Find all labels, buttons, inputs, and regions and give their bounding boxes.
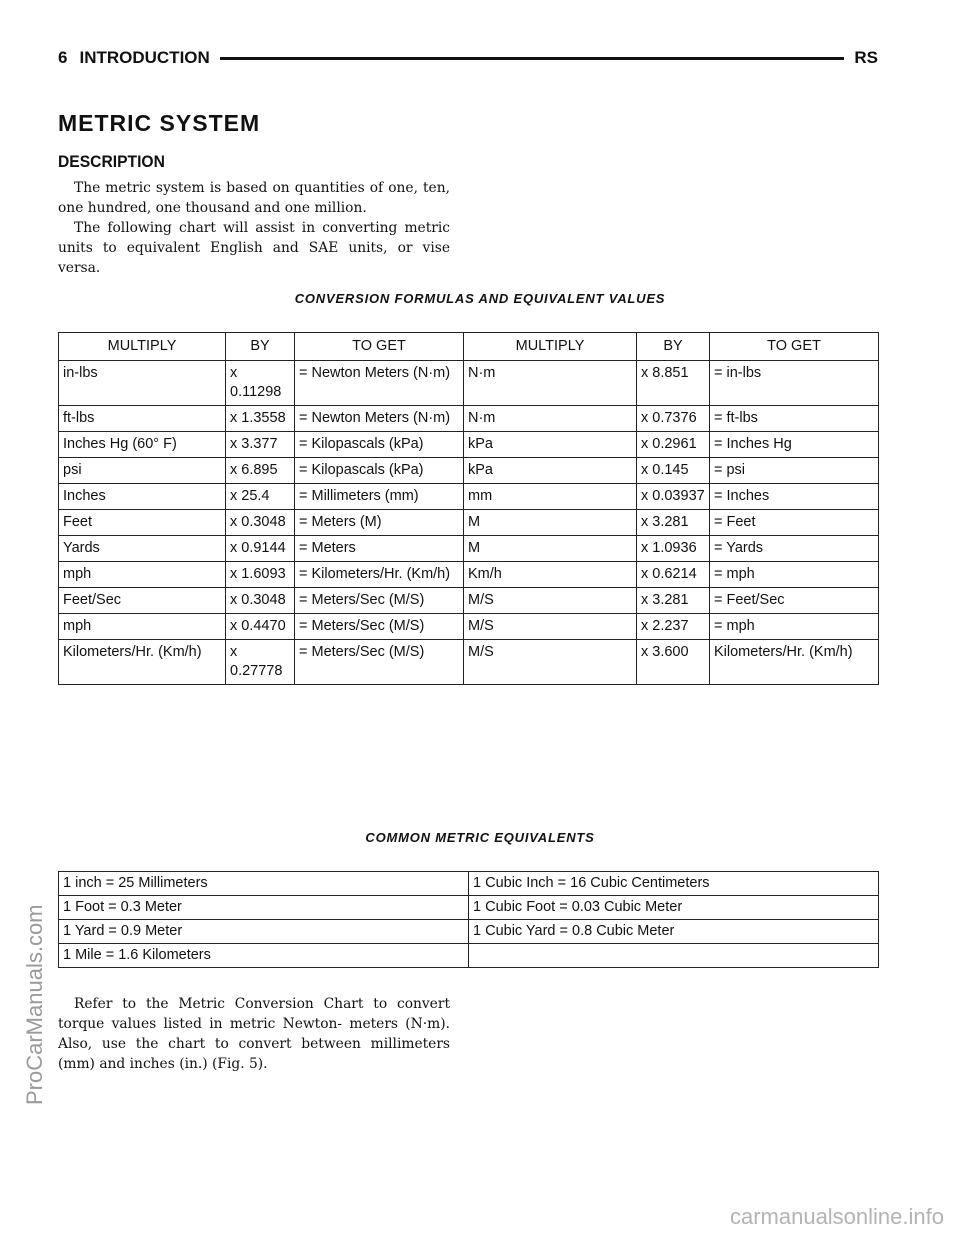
page-number: 6: [58, 48, 68, 67]
intro-paragraph: The following chart will assist in converting metric units to equivalent English and SAE units, or vise versa.: [58, 220, 450, 276]
table-cell: x 3.377: [226, 432, 295, 458]
table-cell: Yards: [59, 536, 226, 562]
table-row: [59, 872, 879, 896]
table-cell: M: [464, 510, 637, 536]
table-cell: M: [464, 536, 637, 562]
model-code: RS: [854, 48, 878, 67]
table-cell: = Newton Meters (N·m): [295, 361, 464, 406]
column-header: BY: [637, 333, 710, 361]
table-cell: M/S: [464, 614, 637, 640]
table-cell: x 0.2961: [637, 432, 710, 458]
table-cell: x 3.281: [637, 588, 710, 614]
table-cell: = Feet: [710, 510, 879, 536]
table-cell: x 0.27778: [226, 640, 295, 685]
table-cell: x 0.3048: [226, 588, 295, 614]
table-row: [59, 406, 879, 432]
table-cell: = Meters/Sec (M/S): [295, 614, 464, 640]
header-rule: [220, 57, 845, 60]
table-cell: 1 Yard = 0.9 Meter: [59, 920, 469, 944]
table-row: [59, 562, 879, 588]
table-row: [59, 510, 879, 536]
table-cell: = Kilopascals (kPa): [295, 432, 464, 458]
table-cell: x 0.03937: [637, 484, 710, 510]
table-cell: = Inches: [710, 484, 879, 510]
page-title: METRIC SYSTEM: [58, 110, 261, 136]
table-cell: mph: [59, 562, 226, 588]
table-row: [59, 588, 879, 614]
table-cell: = Meters: [295, 536, 464, 562]
side-watermark: ProCarManuals.com: [22, 904, 47, 1105]
table-cell: N·m: [464, 406, 637, 432]
page-header: [58, 46, 878, 70]
table-cell: x 2.237: [637, 614, 710, 640]
table-cell: = mph: [710, 562, 879, 588]
table-cell: Feet: [59, 510, 226, 536]
conversion-table: [58, 332, 879, 685]
table-cell: = Feet/Sec: [710, 588, 879, 614]
table-cell: = ft-lbs: [710, 406, 879, 432]
table-row: [59, 640, 879, 685]
table-cell: Inches Hg (60° F): [59, 432, 226, 458]
column-header: MULTIPLY: [464, 333, 637, 361]
table-cell: kPa: [464, 458, 637, 484]
table-cell: x 0.145: [637, 458, 710, 484]
table-row: [59, 614, 879, 640]
table-cell: = psi: [710, 458, 879, 484]
table-cell: = in-lbs: [710, 361, 879, 406]
table-cell: = Kilometers/Hr. (Km/h): [295, 562, 464, 588]
bottom-watermark: carmanualsonline.info: [729, 1204, 944, 1229]
table-cell: mph: [59, 614, 226, 640]
table-cell: in-lbs: [59, 361, 226, 406]
table-cell: M/S: [464, 588, 637, 614]
table-cell: 1 Cubic Inch = 16 Cubic Centimeters: [469, 872, 879, 896]
table-cell: N·m: [464, 361, 637, 406]
table-cell: x 0.6214: [637, 562, 710, 588]
table-cell: x 25.4: [226, 484, 295, 510]
table-cell: mm: [464, 484, 637, 510]
refer-paragraph: Refer to the Metric Conversion Chart to convert torque values listed in metric Newton- meters (N·m). Also, use the chart to convert between millimeters (mm) and inches (in.) (Fig. 5).: [58, 996, 450, 1072]
table-cell: Kilometers/Hr. (Km/h): [710, 640, 879, 685]
table-row: [59, 432, 879, 458]
table-cell: = Millimeters (mm): [295, 484, 464, 510]
table-cell: [469, 944, 879, 968]
table-cell: Inches: [59, 484, 226, 510]
table-cell: x 0.9144: [226, 536, 295, 562]
table-cell: psi: [59, 458, 226, 484]
table-cell: 1 inch = 25 Millimeters: [59, 872, 469, 896]
table-cell: x 6.895: [226, 458, 295, 484]
table-cell: 1 Cubic Foot = 0.03 Cubic Meter: [469, 896, 879, 920]
table-cell: x 0.3048: [226, 510, 295, 536]
section-subtitle: DESCRIPTION: [58, 152, 165, 171]
table-cell: = Newton Meters (N·m): [295, 406, 464, 432]
column-header: TO GET: [295, 333, 464, 361]
equivalents-table: [58, 871, 879, 968]
table-cell: x 1.0936: [637, 536, 710, 562]
intro-paragraph: The metric system is based on quantities of one, ten, one hundred, one thousand and one million.: [58, 180, 450, 216]
table-cell: = mph: [710, 614, 879, 640]
table-cell: x 0.11298: [226, 361, 295, 406]
table-cell: = Meters/Sec (M/S): [295, 640, 464, 685]
intro-text: [58, 178, 450, 278]
column-header: TO GET: [710, 333, 879, 361]
column-header: MULTIPLY: [59, 333, 226, 361]
table-row: [59, 896, 879, 920]
table-cell: 1 Foot = 0.3 Meter: [59, 896, 469, 920]
table-header-row: [59, 333, 879, 361]
table-cell: x 3.281: [637, 510, 710, 536]
table-row: [59, 361, 879, 406]
table-cell: = Yards: [710, 536, 879, 562]
table-cell: 1 Cubic Yard = 0.8 Cubic Meter: [469, 920, 879, 944]
table-cell: x 1.3558: [226, 406, 295, 432]
refer-text: [58, 994, 450, 1074]
table-cell: x 8.851: [637, 361, 710, 406]
table-cell: M/S: [464, 640, 637, 685]
conversion-table-caption: CONVERSION FORMULAS AND EQUIVALENT VALUES: [294, 291, 666, 306]
table-cell: ft-lbs: [59, 406, 226, 432]
table-cell: 1 Mile = 1.6 Kilometers: [59, 944, 469, 968]
table-cell: = Meters/Sec (M/S): [295, 588, 464, 614]
table-row: [59, 944, 879, 968]
table-cell: x 0.7376: [637, 406, 710, 432]
table-cell: x 3.600: [637, 640, 710, 685]
table-row: [59, 458, 879, 484]
table-cell: kPa: [464, 432, 637, 458]
column-header: BY: [226, 333, 295, 361]
table-cell: Feet/Sec: [59, 588, 226, 614]
table-cell: = Kilopascals (kPa): [295, 458, 464, 484]
table-cell: Km/h: [464, 562, 637, 588]
table-cell: = Inches Hg: [710, 432, 879, 458]
section-name: INTRODUCTION: [79, 48, 210, 67]
table-cell: x 1.6093: [226, 562, 295, 588]
table-row: [59, 484, 879, 510]
table-cell: x 0.4470: [226, 614, 295, 640]
table-row: [59, 536, 879, 562]
table-cell: Kilometers/Hr. (Km/h): [59, 640, 226, 685]
table-cell: = Meters (M): [295, 510, 464, 536]
table-row: [59, 920, 879, 944]
equivalents-table-caption: COMMON METRIC EQUIVALENTS: [365, 830, 595, 845]
